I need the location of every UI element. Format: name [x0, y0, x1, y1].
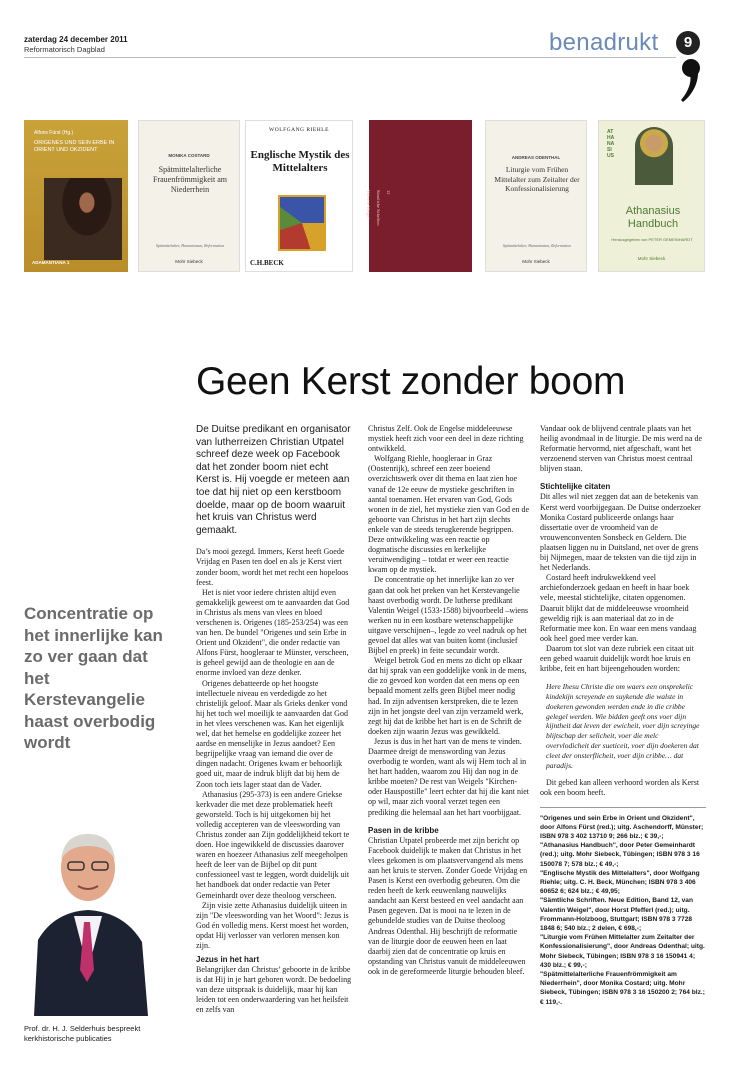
paragraph: Weigel betrok God en mens zo dicht op elkaar dat hij sprak van een goddelijke vonk in de mens, die zo gevoed kon worden dat een mens op een bepaald moment zelfs geen Bijbel meer nodig had. In zijn adventsen kerstpreken, die te lezen zijn in het jongste deel van zijn verzameld werk, zegt hij dat de kribbe het hart is en de Schrift de doeken zijn waarin Jezus was gewikkeld.: [368, 656, 527, 736]
book-series: ADAMANTIANA 1: [32, 260, 70, 265]
paragraph: De concentratie op het innerlijke kan zo ver gaan dat ook het preken van het Kerstevangelie haast overbodig wordt. De lutherse predikant Valentin Weigel (1533-1588) bijvoorbeeld –wiens werken nu in een kostbare wetenschappelijke uitgave verschijnen–, legde zo veel nadruk op het gevoel dat alles wat van buiten komt (inclusief Bijbel en preek) in feite secundair wordt.: [368, 575, 529, 656]
book-series: Spätmittelalter, Humanismus, Reformation: [502, 243, 572, 248]
author-portrait-icon: [24, 820, 152, 1016]
paragraph: Dit alles wil niet zeggen dat aan de betekenis van Kerst werd voorbijgegaan. De Duitse onderzoeker Monika Costard publiceerde onlangs haar dissertatie over de vroomheid van de vrouwenconventen Sonsbeck en Geldern. Die plaatsen liggen nu in Duitsland, net over de grens bij Nijmegen, maar de teksten van die tijd zijn in het Nederlands.: [540, 492, 701, 573]
book-publisher: Mohr Siebeck: [522, 259, 550, 264]
book-cover-riehle: [245, 120, 353, 272]
reference-item: "Origenes und sein Erbe in Orient und Okzident", door Alfons Fürst (red.); uitg. Aschendorff, Münster; ISBN 978 3 402 13710 9; 266 blz.; € 39,-;: [540, 814, 704, 840]
paragraph: Vandaar ook de blijvend centrale plaats van het heilig avondmaal in de liturgie. De mis werd na de Reformatie hervormd, niet afgeschaft, want het verzoenend sterven van Christus moest centraal blijven staan.: [540, 424, 703, 474]
reference-item: "Sämtliche Schriften. Neue Edition, Band 12, van Valentin Weigel", door Horst Pfefferl (red.); uitg. Frommann-Holzboog, Stuttgart; ISBN 978 3 7728 1848 6; 540 blz.; 2 delen, € 698,-;: [540, 897, 693, 932]
book-spine-text: ATHANASIUS: [607, 129, 615, 159]
prayer-quote: Here Ihesu Christe die om waers een onsprekelic kindekijn screyende en suykende die walste in doekeren gewonden werden ende in die cribbe gelegel werden. Wie bidden geeft ons voer dijn kijntheit dat leven der ewicheit, voer dijn screyinge blijtschap der selicheit, voer die melc overvlodicheit der sueticeit, voer dijn doekeren dat cleet der onsterflicheit, voer dijn cribbe… dat paradijs.: [546, 682, 700, 770]
reference-item: "Liturgie vom Frühen Mittelalter zum Zeitalter der Konfessionalisierung", door Andreas Odenthal; uitg. Mohr Siebeck, Tübingen; ISBN 978 3 16 150941 4; 430 blz.; € 99,-;: [540, 934, 705, 969]
article-intro: De Duitse predikant en organisator van lutherreizen Christian Utpatel schreef deze week op Facebook dat het zonder boom niet echt Kerst is. Hij voegde er meteen aan toe dat hij niet op een kerstboom doelde, maar op de boom waaruit het kruis van Christus werd gemaakt.: [196, 424, 351, 536]
book-publisher: Mohr Siebeck: [175, 259, 203, 264]
book-references: [540, 814, 706, 1007]
illumination-picture: [278, 195, 326, 251]
paragraph: Christus Zelf. Ook de Engelse middeleeuwse mystiek heeft zich voor een deel in deze richting ontwikkeld.: [368, 424, 524, 454]
header-divider: [24, 57, 676, 58]
reference-item: "Athanasius Handbuch", door Peter Gemeinhardt (red.); uitg. Mohr Siebeck, Tübingen; ISBN 978 3 16 150078 7; 578 blz.; € 49,-;: [540, 842, 700, 868]
paragraph: Wolfgang Riehle, hoogleraar in Graz (Oostenrijk), schreef een zeer boeiend overzichtswerk over dit thema en laat zien hoe vanaf de 12e eeuw de mystieke geschriften in aantal toenamen. Het ervaren van God, Gods wonen in de ziel, het mystieke zien van God en de geboorte van Christus in het hart zijn slechts enkele van de steeds terugkerende begrippen. Deze ontwikkeling was een reactie op dogmatische discussies en kerkelijke veruitwendiging – totdat er weer een reactie kwam op de mystiek.: [368, 454, 530, 575]
icon-painting: [635, 127, 673, 185]
book-editor: Herausgegeben von PETER GEMEINHARDT: [611, 237, 693, 242]
reference-item: "Englische Mystik des Mittelalters", door Wolfgang Riehle; uitg. C. H. Beck, München; ISBN 978 3 406 60652 6; 624 blz.; € 49,95;: [540, 869, 700, 896]
closing-paragraph: Dit gebed kan alleen verhoord worden als Kerst ook een boom heeft.: [540, 778, 700, 798]
book-cover-weigel: [366, 120, 472, 272]
book-cover-costard: [138, 120, 240, 272]
book-publisher: Mohr Siebeck: [637, 256, 666, 261]
newspaper-name: Reformatorisch Dagblad: [24, 45, 105, 54]
paragraph: Costard heeft indrukwekkend veel archiefonderzoek gedaan en heeft in haar boek vele, meestal stichtelijke, citaten opgenomen. Daaruit blijkt dat de middeleeuwse vroomheid geweldig rijk is aan materiaal dat zo in de Reformatie mee kon. En waar een mens vandaag ook heel goed mee verder kan.: [540, 573, 697, 643]
book-author: ANDREAS ODENTHAL: [511, 155, 561, 160]
paragraph: Athanasius (295-373) is een andere Griekse kerkvader die met deze problematiek heeft geworsteld. Toch is hij uitgekomen bij het volledig accepteren van de vleeswording van Christus zonder aan Zijn goddelijkheid tekort te doen. Hoe ingewikkeld de discussies daarover waren en hoezeer Athanasius zelf meegeholpen heeft de leer van de Bijbel op dit punt confessioneel vast te leggen, wordt duidelijk uit het handboek dat onder redactie van Peter Gemeinhardt over deze theoloog verscheen.: [196, 789, 350, 900]
reference-item: "Spätmittelalterliche Frauenfrömmigkeit am Niederrhein", door Monika Costard; uitg. Mohr Siebeck, Tübingen; ISBN 978 3 16 150200 2; 764 blz.; € 119,-.: [540, 970, 705, 1006]
book-author: WOLFGANG RIEHLE: [269, 127, 329, 133]
paragraph: Da’s mooi gezegd. Immers, Kerst heeft Goede Vrijdag en Pasen ten doel en als je Kerst viert zonder boom, wordt het met recht een hopeloos feest.: [196, 547, 349, 587]
book-cover-odenthal: [485, 120, 587, 272]
subheading: Jezus in het hart: [196, 955, 260, 965]
references-divider: [540, 807, 706, 808]
book-title: Englische Mystik des Mittelalters: [250, 149, 350, 174]
author-photo: [24, 820, 152, 1016]
book-spine-volume: 12: [386, 190, 391, 195]
comma-logo-icon: [681, 58, 699, 102]
subheading: Stichtelijke citaten: [540, 482, 611, 492]
paragraph: Daarom tot slot van deze rubriek een citaat uit een gebed waaruit duidelijk wordt hoe kruis en kribbe, feit en hart bijeengehouden worden:: [540, 643, 694, 674]
book-cover-athanasius: [598, 120, 705, 272]
photo-caption: Prof. dr. H. J. Selderhuis bespreekt kerkhistorische publicaties: [24, 1024, 141, 1043]
paragraph: Jezus is dus in het hart van de mens te vinden. Daarmee dreigt de menswording van Jezus overbodig te worden, want als wij Hem toch al in het hart hadden, waarom zou Hij dan nog in de kribbe moeten? De rest van Weigels "Kirchen- oder Hauspostille" leert echter dat hij die kant niet op wil, maar zich vooral verzet tegen een prediking die helemaal aan het hart voorbijgaat.: [368, 736, 529, 817]
paragraph: Het is niet voor iedere christen altijd even gemakkelijk geweest om te aanvaarden dat God in Christus als mens van vlees en bloed verschenen is. Origenes (185-253/254) was een van hen. De bundel "Origenes und sein Erbe in Orient und Okzident", die onder redactie van Alfons Fürst, hoogleraar te Münster, verscheen, is geheel gewijd aan de theologie en aan de enorme invloed van deze denker.: [196, 587, 350, 678]
page-number: 9: [676, 31, 700, 55]
paragraph: Christian Utpatel probeerde met zijn bericht op Facebook duidelijk te maken dat Christus in het vlees gekomen is om plaatsvervangend als mens aan het kruis te sterven. Zonder Goede Vrijdag en Pasen is Kerst een overbodig gebeuren. Om die reden heeft de kerk eeuwenlang nauwelijks aandacht aan Kerst besteed en veel aandacht aan Pasen gegeven. Dat is mooi na te lezen in de gebundelde studies van de Duitse theoloog Andreas Odenthal. Hij beschrijft de reformatie van de liturgie door de eeuwen heen en laat daarbij zien dat de concentratie op kruis en opstanding van Christus vanuit de middeleeuwen ook in de gereformeerde liturgie behouden bleef.: [368, 835, 528, 976]
book-series: Spätmittelalter, Humanismus, Reformation: [155, 243, 225, 248]
book-publisher: C.H.BECK: [250, 259, 284, 267]
article-headline: Geen Kerst zonder boom: [196, 360, 626, 403]
paragraph: Zijn visie zette Athanasius duidelijk uiteen in zijn "De vleeswording van het Woord": Jezus is God én volledig mens. Kerst moest het worden, opdat Hij verlosser van verloren mensen kon zijn.: [196, 900, 349, 950]
book-cover-origenes: [24, 120, 128, 272]
issue-date: zaterdag 24 december 2011: [24, 35, 128, 44]
book-author: MONIKA COSTARD: [168, 153, 210, 158]
portrait-painting: [44, 178, 122, 260]
pull-quote: Concentratie op het innerlijke kan zo ver gaan dat het Kerstevangelie haast overbodig wordt: [24, 604, 163, 752]
paragraph: Belangrijker dan Christus’ geboorte in de kribbe is dat Hij in je hart geboren wordt. De bedoeling van deze uitspraak is duidelijk, maar hij kan leiden tot een onderwaardering van het heilsfeit en zelfs van: [196, 965, 352, 1015]
book-author: Alfons Fürst (Hg.): [34, 130, 74, 136]
book-title: ORIGENES UND SEIN ERBE IN ORIENT UND OKZIDENT: [34, 140, 115, 153]
subheading: Pasen in de kribbe: [368, 825, 439, 835]
article-column-1: [196, 424, 354, 1016]
book-spine-author: Valentin Weigel: [366, 190, 371, 219]
book-title: Athanasius Handbuch: [625, 205, 681, 230]
book-title: Spätmittelalterliche Frauenfrömmigkeit am Niederrhein: [153, 165, 227, 194]
book-title: Liturgie vom Frühen Mittelalter zum Zeitalter der Konfessionalisierung: [494, 165, 580, 193]
section-title: benadrukt: [549, 29, 659, 56]
paragraph: Origenes debatteerde op het hoogste intellectuele niveau en verdedigde zo het christelijk geloof. Maar als Grieks denker vond hij het toch wel moeilijk te aanvaarden dat God in het vlees verschenen was. Kan het eigenlijk wel, dat het hemelse en goddelijke zozeer het aardse en menselijke in Jezus aandoet? Een begrijpelijke vraag van iemand die over de dingen nadacht. Origenes kwam er behoorlijk goed uit, maar de indruk blijft dat bij hem de Zoon toch iets lager staat dan de Vader.: [196, 678, 348, 789]
article-column-3: [540, 424, 706, 1007]
book-spine-title: Sämtliche Schriften: [376, 190, 381, 226]
article-column-2: [368, 424, 530, 977]
